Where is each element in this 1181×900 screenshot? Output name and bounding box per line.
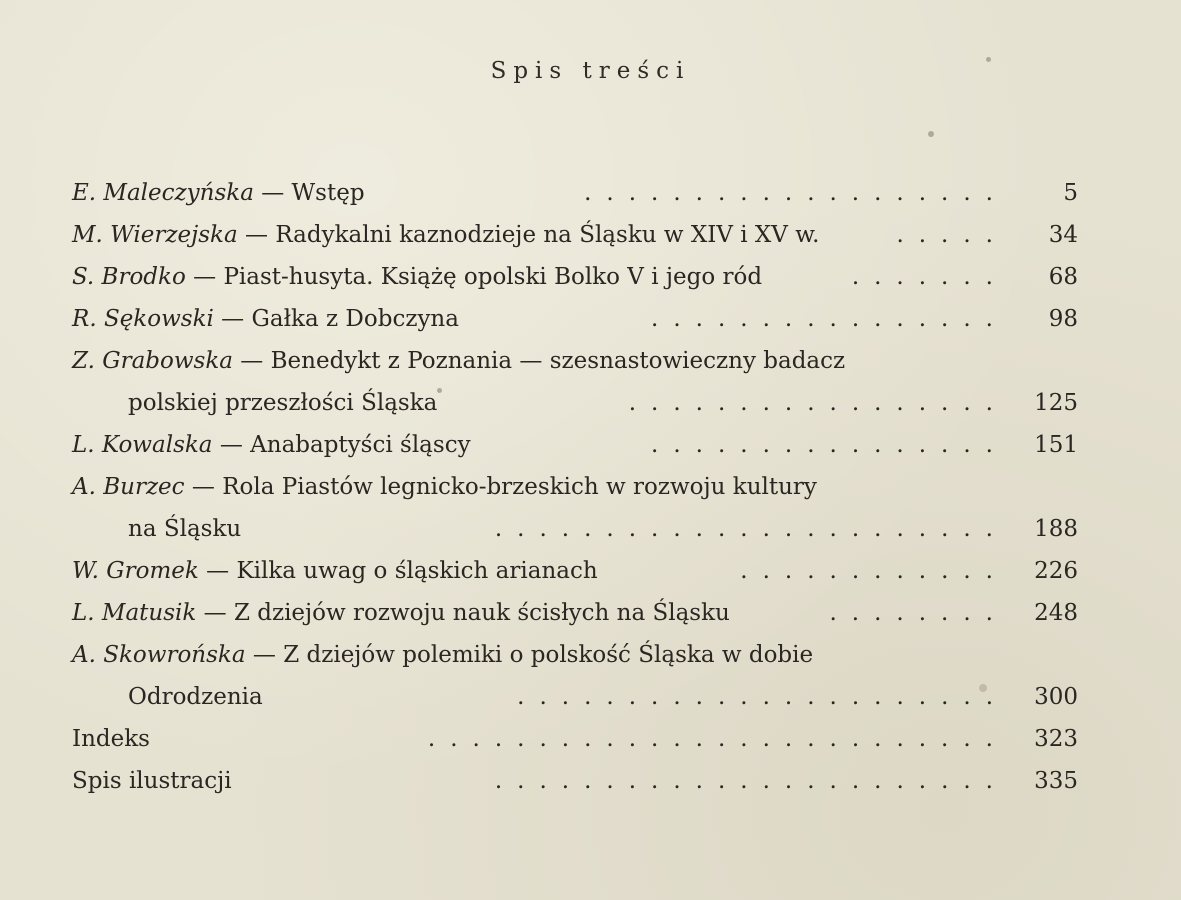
toc-entry	[72, 214, 1078, 256]
dot-leader: .......................	[494, 516, 1008, 542]
entry-author: S. Brodko	[72, 264, 186, 290]
entry-page-number: 98	[1048, 306, 1078, 332]
entry-title: Benedykt z Poznania — szesnastowieczny badacz	[270, 348, 846, 374]
toc-entry	[72, 172, 1078, 214]
dot-leader: ..........................	[427, 726, 1008, 752]
entry-separator: —	[253, 180, 292, 206]
paper-speck	[928, 131, 934, 137]
dot-leader: ......................	[517, 684, 1008, 710]
entry-title: Kilka uwag o śląskich arianach	[236, 558, 598, 584]
toc-entry	[72, 256, 1078, 298]
entry-text	[72, 718, 150, 760]
entry-page-number: 151	[1034, 432, 1078, 458]
entry-title: Spis ilustracji	[72, 768, 232, 794]
entry-text	[72, 214, 820, 256]
entry-page-number: 5	[1063, 180, 1078, 206]
entry-author: L. Matusik	[72, 600, 197, 626]
entry-title: Indeks	[72, 726, 150, 752]
entry-title: Radykalni kaznodzieje na Śląsku w XIV i XV w.	[275, 222, 820, 248]
entry-text	[72, 760, 232, 802]
toc-entry	[72, 298, 1078, 340]
toc-entry	[72, 466, 1078, 508]
page-title: Spis treści	[490, 58, 691, 84]
entry-text	[72, 298, 459, 340]
toc-entry	[72, 424, 1078, 466]
entry-title-continuation: na Śląsku	[128, 516, 242, 542]
entry-separator: —	[196, 600, 234, 626]
entry-title: Rola Piastów legnicko-brzeskich w rozwoju kultury	[222, 474, 817, 500]
entry-page-number: 188	[1034, 516, 1078, 542]
entry-page-number: 248	[1034, 600, 1078, 626]
entry-author: Z. Grabowska	[72, 348, 233, 374]
dot-leader: ...................	[584, 180, 1008, 206]
entry-separator: —	[198, 558, 237, 584]
dot-leader: ............	[740, 558, 1008, 584]
entry-page-number: 335	[1034, 768, 1078, 794]
entry-page-number: 68	[1048, 264, 1078, 290]
entry-title: Gałka z Dobczyna	[251, 306, 459, 332]
dot-leader: .................	[628, 390, 1008, 416]
toc-entry	[72, 340, 1078, 382]
entry-title: Z dziejów polemiki o polskość Śląska w dobie	[283, 642, 814, 668]
entry-page-number: 226	[1034, 558, 1078, 584]
toc-entry-continuation	[72, 676, 1078, 718]
entry-title: Z dziejów rozwoju nauk ścisłych na Śląsku	[233, 600, 730, 626]
entry-author: M. Wierzejska	[72, 222, 238, 248]
entry-separator: —	[233, 348, 271, 374]
entry-author: A. Burzec	[72, 474, 185, 500]
entry-title: Anabaptyści śląscy	[250, 432, 471, 458]
toc-entry-continuation	[72, 508, 1078, 550]
entry-author: W. Gromek	[72, 558, 199, 584]
entry-author: A. Skowrońska	[72, 642, 246, 668]
entry-title: Wstęp	[291, 180, 365, 206]
toc-entry	[72, 718, 1078, 760]
entry-separator: —	[212, 432, 251, 458]
entry-text	[72, 340, 845, 382]
entry-title-continuation: Odrodzenia	[128, 684, 263, 710]
entry-text	[72, 256, 762, 298]
entry-text	[72, 634, 813, 676]
dot-leader: .......................	[494, 768, 1008, 794]
entry-separator: —	[185, 264, 224, 290]
dot-leader: ................	[651, 432, 1008, 458]
toc-entry	[72, 550, 1078, 592]
entry-author: R. Sękowski	[72, 306, 214, 332]
toc-entry-continuation	[72, 382, 1078, 424]
entry-separator: —	[237, 222, 276, 248]
entry-author: L. Kowalska	[72, 432, 213, 458]
entry-text	[72, 424, 471, 466]
entry-title: Piast-husyta. Książę opolski Bolko V i jego ród	[223, 264, 763, 290]
dot-leader: .....	[896, 222, 1008, 248]
entry-separator: —	[213, 306, 252, 332]
dot-leader: ................	[651, 306, 1008, 332]
toc-entry	[72, 634, 1078, 676]
entry-page-number: 125	[1034, 390, 1078, 416]
toc-entry	[72, 760, 1078, 802]
dot-leader: ........	[829, 600, 1008, 626]
entry-author: E. Maleczyńska	[72, 180, 254, 206]
entry-title-continuation: polskiej przeszłości Śląska	[128, 390, 438, 416]
entry-text	[72, 466, 817, 508]
entry-text	[72, 172, 365, 214]
entry-page-number: 300	[1034, 684, 1078, 710]
table-of-contents	[72, 172, 1078, 802]
dot-leader: .......	[851, 264, 1008, 290]
entry-separator: —	[245, 642, 284, 668]
entry-page-number: 34	[1048, 222, 1078, 248]
entry-page-number: 323	[1034, 726, 1078, 752]
entry-text	[72, 592, 730, 634]
entry-text	[72, 550, 598, 592]
toc-entry	[72, 592, 1078, 634]
entry-separator: —	[184, 474, 223, 500]
